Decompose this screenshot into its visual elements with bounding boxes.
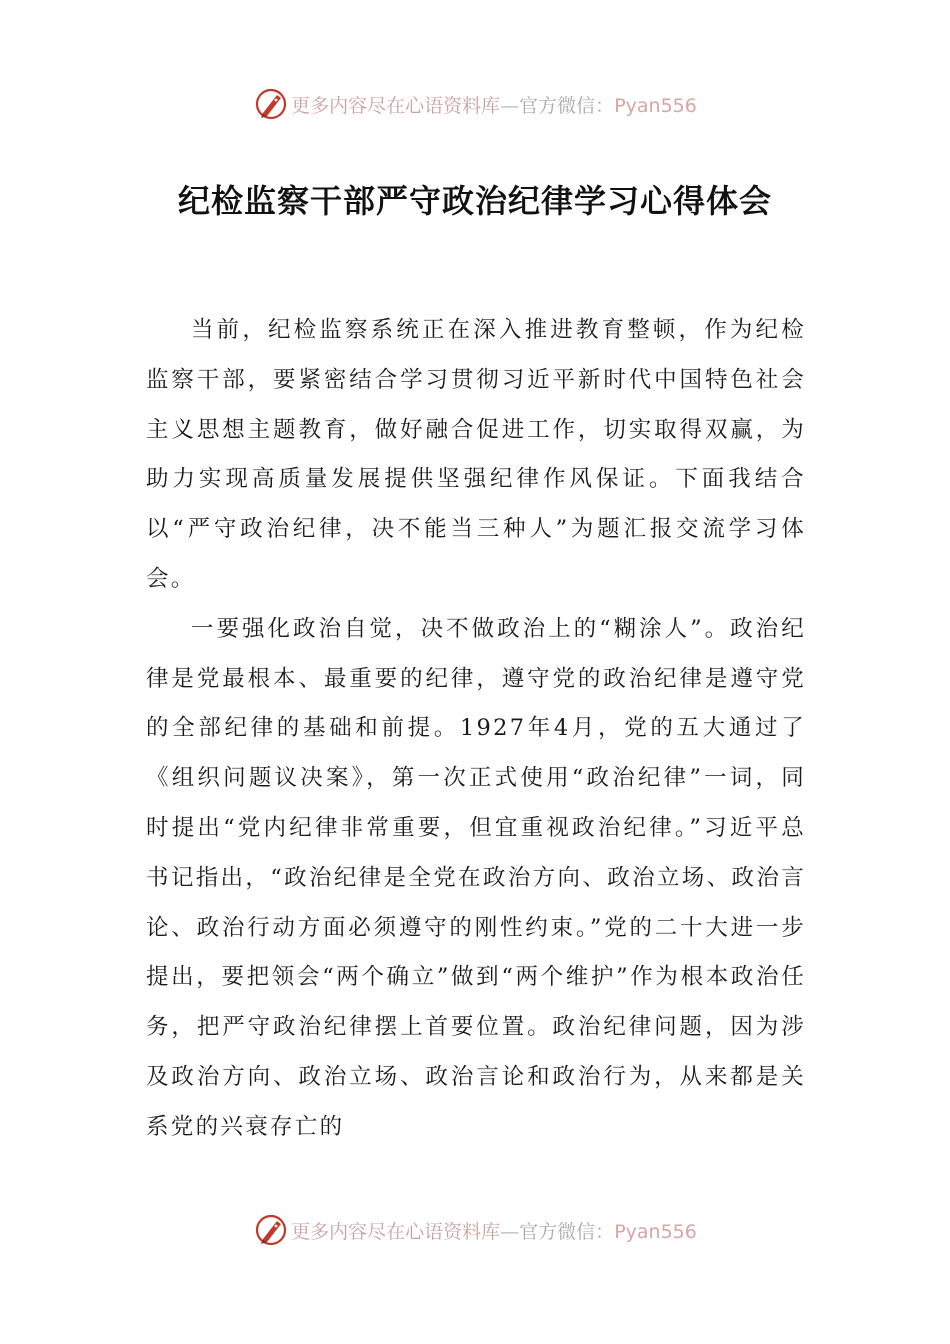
banner-wechat-label: 官方微信：	[519, 94, 615, 117]
banner-wechat-label: 官方微信：	[519, 1220, 615, 1243]
banner-separator: —	[500, 94, 520, 117]
banner-wechat-id: Pyan556	[614, 94, 697, 117]
document-body	[146, 306, 806, 1153]
banner-wechat-id: Pyan556	[614, 1220, 697, 1243]
banner-text	[291, 91, 697, 118]
pen-nib-logo-icon	[253, 86, 289, 122]
banner-main-text: 更多内容尽在心语资料库	[291, 94, 501, 117]
banner-text	[291, 1217, 697, 1244]
banner-main-text: 更多内容尽在心语资料库	[291, 1220, 501, 1243]
paragraph: 当前，纪检监察系统正在深入推进教育整顿，作为纪检监察干部，要紧密结合学习贯彻习近平新时代中国特色社会主义思想主题教育，做好融合促进工作，切实取得双赢，为助力实现高质量发展提供坚强纪律作风保证。下面我结合以“严守政治纪律，决不能当三种人”为题汇报交流学习体会。	[146, 317, 806, 592]
banner-separator: —	[500, 1220, 520, 1243]
footer-banner	[0, 1210, 950, 1250]
paragraph: 一要强化政治自觉，决不做政治上的“糊涂人”。政治纪律是党最根本、最重要的纪律，遵守党的政治纪律是遵守党的全部纪律的基础和前提。1927年4月，党的五大通过了《组织问题议决案》，第一次正式使用“政治纪律”一词，同时提出“党内纪律非常重要，但宜重视政治纪律。”习近平总书记指出，“政治纪律是全党在政治方向、政治立场、政治言论、政治行动方面必须遵守的刚性约束。”党的二十大进一步提出，要把领会“两个确立”做到“两个维护”作为根本政治任务，把严守政治纪律摆上首要位置。政治纪律问题，因为涉及政治方向、政治立场、政治言论和政治行为，从来都是关系党的兴衰存亡的	[146, 615, 806, 1140]
header-banner	[0, 84, 950, 124]
document-title: 纪检监察干部严守政治纪律学习心得体会	[177, 182, 772, 220]
pen-nib-logo-icon	[253, 1212, 289, 1248]
